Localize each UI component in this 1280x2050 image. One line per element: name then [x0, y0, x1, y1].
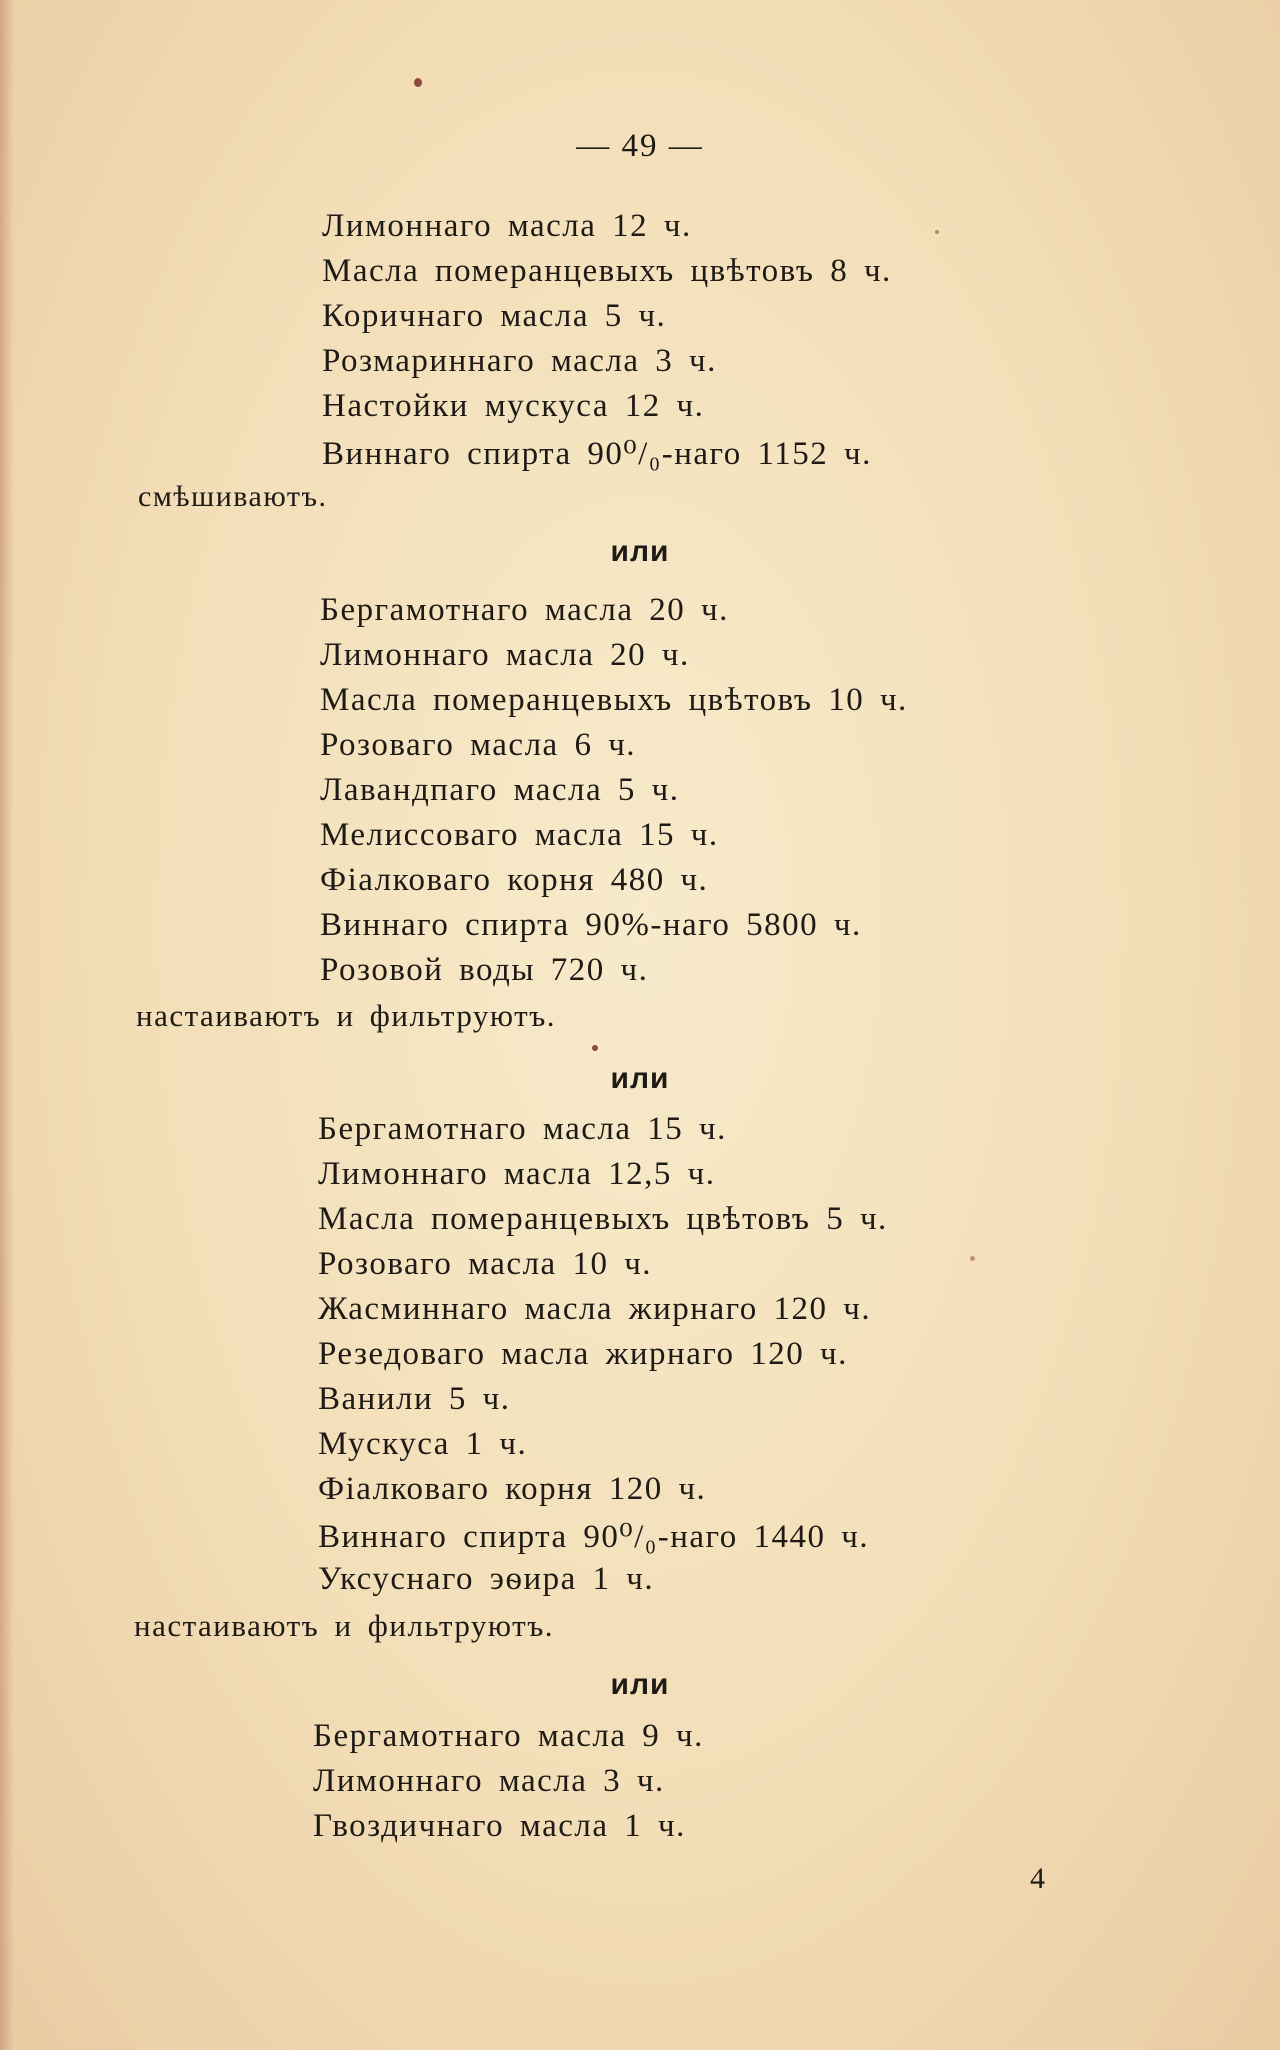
recipe-line: Лавандпаго масла 5 ч.	[320, 772, 680, 808]
recipe-line: Масла померанцевыхъ цвѣтовъ 8 ч.	[322, 253, 892, 289]
recipe-line: Бергамотнаго масла 20 ч.	[320, 592, 729, 628]
recipe-instruction: настаиваютъ и фильтруютъ.	[134, 1608, 554, 1643]
recipe-line: Виннаго спирта 90⁰/₀-наго 1440 ч.	[318, 1519, 870, 1555]
recipe-line: Виннаго спирта 90⁰/₀-наго 1152 ч.	[322, 436, 872, 472]
recipe-line: Жасминнаго масла жирнаго 120 ч.	[318, 1291, 872, 1327]
recipe-line: Фіалковаго корня 120 ч.	[318, 1471, 707, 1507]
paper-speck	[970, 1256, 975, 1261]
recipe-line: Розмариннаго масла 3 ч.	[322, 343, 717, 379]
separator-heading: или	[610, 1668, 670, 1701]
paper-speck	[592, 1045, 598, 1051]
recipe-line: Розовой воды 720 ч.	[320, 952, 649, 988]
recipe-line: Розоваго масла 6 ч.	[320, 727, 637, 763]
recipe-line: Уксуснаго эѳира 1 ч.	[318, 1561, 655, 1597]
recipe-line: Резедоваго масла жирнаго 120 ч.	[318, 1336, 848, 1372]
page-number: — 49 —	[576, 128, 704, 164]
recipe-line: Масла померанцевыхъ цвѣтовъ 10 ч.	[320, 682, 908, 718]
recipe-instruction: настаиваютъ и фильтруютъ.	[136, 998, 556, 1033]
recipe-line: Бергамотнаго масла 15 ч.	[318, 1111, 727, 1147]
paper-speck	[414, 78, 422, 87]
separator-heading: или	[610, 1062, 670, 1095]
recipe-line: Мускуса 1 ч.	[318, 1426, 528, 1462]
signature-mark: 4	[1030, 1862, 1045, 1895]
recipe-line: Лимоннаго масла 3 ч.	[313, 1763, 665, 1799]
recipe-line: Ванили 5 ч.	[318, 1381, 511, 1417]
page-edge-shadow	[0, 0, 14, 2050]
recipe-line: Коричнаго масла 5 ч.	[322, 298, 667, 334]
recipe-instruction: смѣшиваютъ.	[138, 480, 328, 513]
paper-speck	[935, 230, 939, 234]
recipe-line: Гвоздичнаго масла 1 ч.	[313, 1808, 686, 1844]
recipe-line: Мелиссоваго масла 15 ч.	[320, 817, 719, 853]
recipe-line: Виннаго спирта 90%-наго 5800 ч.	[320, 907, 862, 943]
recipe-line: Розоваго масла 10 ч.	[318, 1246, 653, 1282]
recipe-line: Лимоннаго масла 12,5 ч.	[318, 1156, 716, 1192]
separator-heading: или	[610, 535, 670, 568]
recipe-line: Масла померанцевыхъ цвѣтовъ 5 ч.	[318, 1201, 888, 1237]
recipe-line: Фіалковаго корня 480 ч.	[320, 862, 709, 898]
recipe-line: Бергамотнаго масла 9 ч.	[313, 1718, 704, 1754]
recipe-line: Лимоннаго масла 12 ч.	[322, 208, 692, 244]
recipe-line: Лимоннаго масла 20 ч.	[320, 637, 690, 673]
recipe-line: Настойки мускуса 12 ч.	[322, 388, 705, 424]
